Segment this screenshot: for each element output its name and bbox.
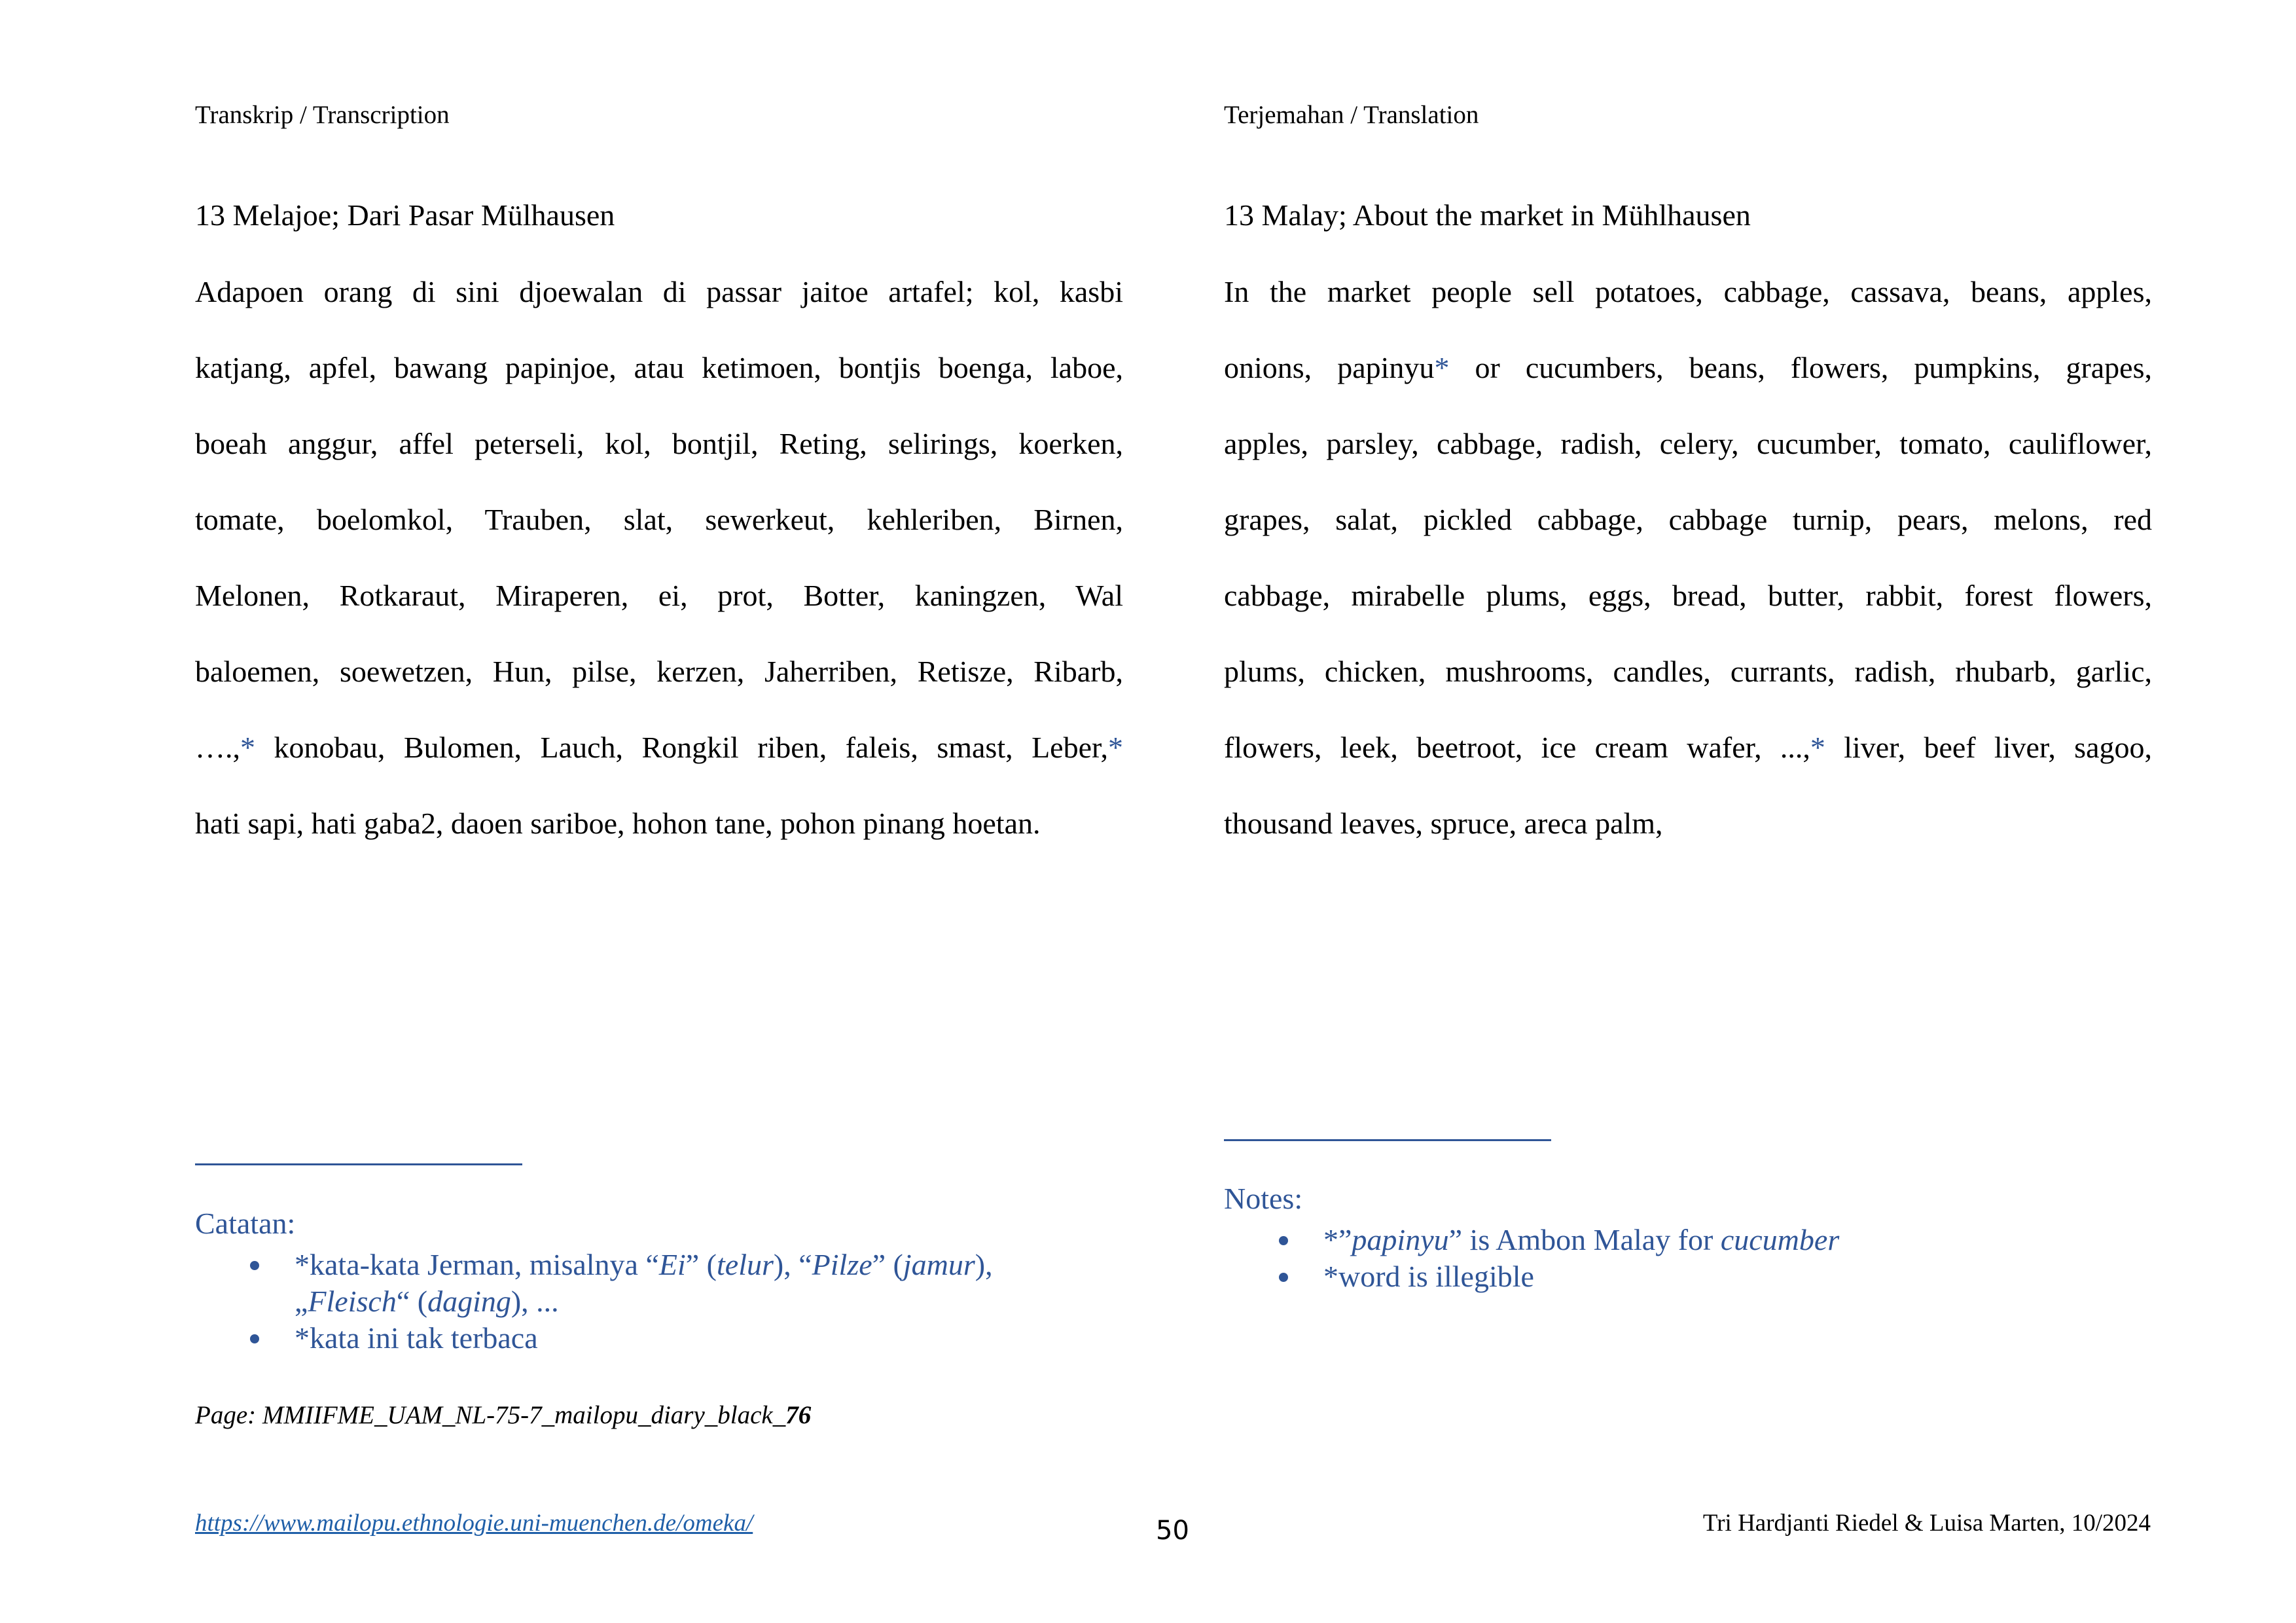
- right-text-line: In the market people sell potatoes, cabbage, cassava, beans, apples,: [1224, 275, 2152, 308]
- right-text-line: thousand leaves, spruce, areca palm,: [1224, 807, 1663, 840]
- footnote-marker: *: [1810, 731, 1825, 764]
- left-text-line: [195, 710, 1123, 786]
- bullet-icon: [1279, 1236, 1288, 1245]
- bullet-icon: [250, 1334, 259, 1343]
- right-text-line: grapes, salat, pickled cabbage, cabbage turnip, pears, melons, red: [1224, 503, 2152, 536]
- right-text-line: apples, parsley, cabbage, radish, celery, cucumber, tomato, cauliflower,: [1224, 427, 2152, 460]
- left-text-line: tomate, boelomkol, Trauben, slat, sewerkeut, kehleriben, Birnen,: [195, 503, 1123, 536]
- right-note-item: *”papinyu” is Ambon Malay for cucumber: [1224, 1222, 2153, 1258]
- left-text-line: Adapoen orang di sini djoewalan di passar jaitoe artafel; kol, kasbi: [195, 275, 1123, 308]
- bullet-icon: [1279, 1273, 1288, 1282]
- left-text-line: katjang, apfel, bawang papinjoe, atau ketimoen, bontjis boenga, laboe,: [195, 351, 1123, 384]
- right-text-line: cabbage, mirabelle plums, eggs, bread, butter, rabbit, forest flowers,: [1224, 579, 2152, 612]
- left-note-item: *kata-kata Jerman, misalnya “Ei” (telur), “Pilze” (jamur), „Fleisch“ (daging), ...: [195, 1247, 1124, 1320]
- right-notes-list: [1224, 1222, 2153, 1295]
- left-transcription-paragraph: [195, 254, 1123, 862]
- footnote-marker: *: [1108, 731, 1123, 764]
- bullet-icon: [250, 1261, 259, 1270]
- right-text-line: flowers, leek, beetroot, ice cream wafer, ...,* liver, beef liver, sagoo,: [1224, 731, 2152, 764]
- left-notes-heading: Catatan:: [195, 1207, 296, 1240]
- left-note-item: *kata ini tak terbaca: [195, 1320, 1124, 1357]
- left-line7-start: ….,: [195, 731, 240, 764]
- left-column-header: Transkrip / Transcription: [195, 101, 450, 129]
- left-notes-list: [195, 1247, 1124, 1357]
- left-notes-divider: [195, 1163, 522, 1165]
- right-text-line: plums, chicken, mushrooms, candles, currants, radish, rhubarb, garlic,: [1224, 655, 2152, 688]
- right-column-header: Terjemahan / Translation: [1224, 101, 1479, 129]
- right-notes-heading: Notes:: [1224, 1182, 1303, 1215]
- left-text-line: hati sapi, hati gaba2, daoen sariboe, hohon tane, pohon pinang hoetan.: [195, 807, 1041, 840]
- right-notes-divider: [1224, 1139, 1551, 1141]
- right-translation-paragraph: [1224, 254, 2152, 862]
- right-text-line: onions, papinyu* or cucumbers, beans, flowers, pumpkins, grapes,: [1224, 351, 2152, 384]
- footnote-marker: *: [240, 731, 255, 764]
- left-text-line: boeah anggur, affel peterseli, kol, bontjil, Reting, selirings, koerken,: [195, 427, 1123, 460]
- left-section-title: 13 Melajoe; Dari Pasar Mülhausen: [195, 198, 615, 232]
- page-number: 50: [1156, 1516, 1189, 1546]
- left-text-line: baloemen, soewetzen, Hun, pilse, kerzen, Jaherriben, Retisze, Ribarb,: [195, 655, 1123, 688]
- right-note-item: *word is illegible: [1224, 1258, 2153, 1295]
- page-reference-number: 76: [785, 1401, 812, 1429]
- left-text-line: Melonen, Rotkaraut, Miraperen, ei, prot, Botter, kaningzen, Wal: [195, 579, 1123, 612]
- footer-omeka-link[interactable]: https://www.mailopu.ethnologie.uni-muenchen.de/omeka/: [195, 1510, 753, 1537]
- left-line7-middle: konobau, Bulomen, Lauch, Rongkil riben, faleis, smast, Leber,: [255, 731, 1108, 764]
- page-reference: Page: MMIIFME_UAM_NL-75-7_mailopu_diary_black_76: [195, 1401, 812, 1429]
- footer-credit: Tri Hardjanti Riedel & Luisa Marten, 10/2024: [1702, 1510, 2151, 1537]
- right-section-title: 13 Malay; About the market in Mühlhausen: [1224, 198, 1751, 232]
- footnote-marker: *: [1434, 351, 1450, 384]
